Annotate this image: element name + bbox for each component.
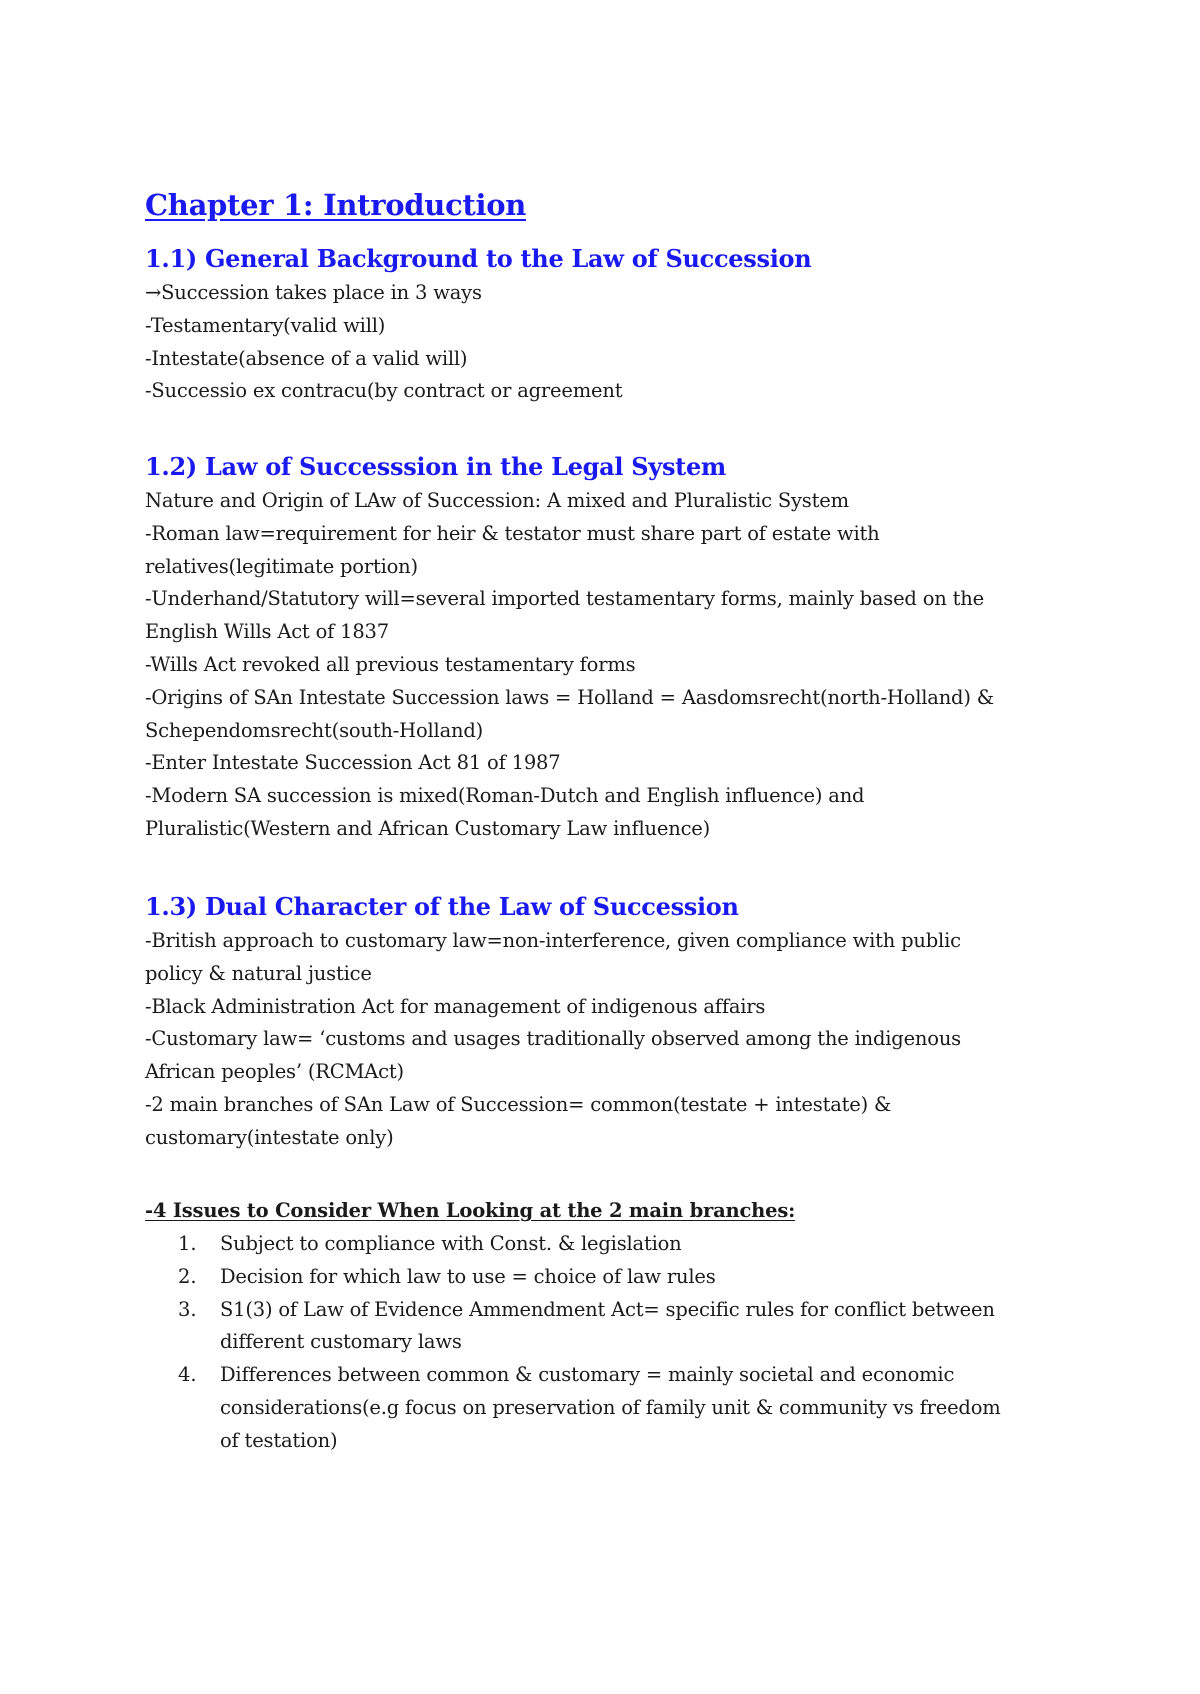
text-line: -British approach to customary law=non-interference, given compliance with public [145, 929, 961, 952]
list-item-line: Subject to compliance with Const. & legislation [220, 1232, 682, 1255]
issues-list [145, 1228, 1085, 1458]
section-lines [145, 277, 1085, 408]
text-line: customary(intestate only) [145, 1125, 394, 1149]
issues-heading: -4 Issues to Consider When Looking at the 2 main branches: [145, 1199, 796, 1222]
section-1-3 [145, 891, 1085, 1155]
text-line: -Testamentary(valid will) [145, 313, 386, 337]
section-heading: 1.2) Law of Successsion in the Legal System [145, 452, 727, 481]
list-item [145, 1228, 1085, 1261]
list-number: 4. [178, 1363, 197, 1387]
text-line: -2 main branches of SAn Law of Succession= common(testate + intestate) & [145, 1092, 892, 1116]
text-line: Pluralistic(Western and African Customary Law influence) [145, 816, 711, 840]
section-lines [145, 485, 1085, 846]
section-heading: 1.1) General Background to the Law of Succession [145, 244, 812, 273]
section-1-1 [145, 243, 1085, 408]
list-number: 2. [178, 1264, 197, 1288]
section-lines [145, 925, 1085, 1155]
text-line: -Modern SA succession is mixed(Roman-Dutch and English influence) and [145, 784, 865, 808]
list-item-line: considerations(e.g focus on preservation of family unit & community vs freedom [220, 1395, 1001, 1419]
text-line: -Successio ex contracu(by contract or agreement [145, 379, 623, 403]
chapter-title: Chapter 1: Introduction [145, 188, 527, 222]
text-line: Schependomsrecht(south-Holland) [145, 718, 484, 742]
list-item-line: of testation) [220, 1428, 338, 1452]
section-1-2 [145, 451, 1085, 846]
section-heading: 1.3) Dual Character of the Law of Succession [145, 892, 739, 921]
text-line: African peoples’ (RCMAct) [145, 1060, 404, 1084]
text-line: -Customary law= ‘customs and usages traditionally observed among the indigenous [145, 1027, 961, 1051]
text-line: -Intestate(absence of a valid will) [145, 346, 468, 370]
text-line: policy & natural justice [145, 961, 372, 985]
text-line: -Black Administration Act for management of indigenous affairs [145, 994, 766, 1018]
text-line: -Roman law=requirement for heir & testator must share part of estate with [145, 521, 880, 545]
text-line: -Enter Intestate Succession Act 81 of 1987 [145, 751, 561, 775]
text-line: relatives(legitimate portion) [145, 554, 418, 578]
list-item-line: Decision for which law to use = choice of law rules [220, 1264, 716, 1288]
text-line: -Wills Act revoked all previous testamentary forms [145, 652, 636, 676]
text-line: -Underhand/Statutory will=several imported testamentary forms, mainly based on the [145, 587, 984, 611]
list-item-line: S1(3) of Law of Evidence Ammendment Act= specific rules for conflict between [220, 1297, 995, 1321]
list-item [145, 1294, 1085, 1360]
list-item-line: different customary laws [220, 1330, 462, 1354]
text-line: English Wills Act of 1837 [145, 620, 389, 644]
list-number: 1. [178, 1232, 197, 1255]
list-item [145, 1359, 1085, 1457]
list-item-line: Differences between common & customary = mainly societal and economic [220, 1363, 955, 1387]
list-item [145, 1261, 1085, 1294]
text-line: -Origins of SAn Intestate Succession laws = Holland = Aasdomsrecht(north-Holland) & [145, 685, 994, 709]
text-line: →Succession takes place in 3 ways [145, 281, 482, 304]
list-number: 3. [178, 1297, 197, 1321]
text-line: Nature and Origin of LAw of Succession: A mixed and Pluralistic System [145, 489, 849, 512]
